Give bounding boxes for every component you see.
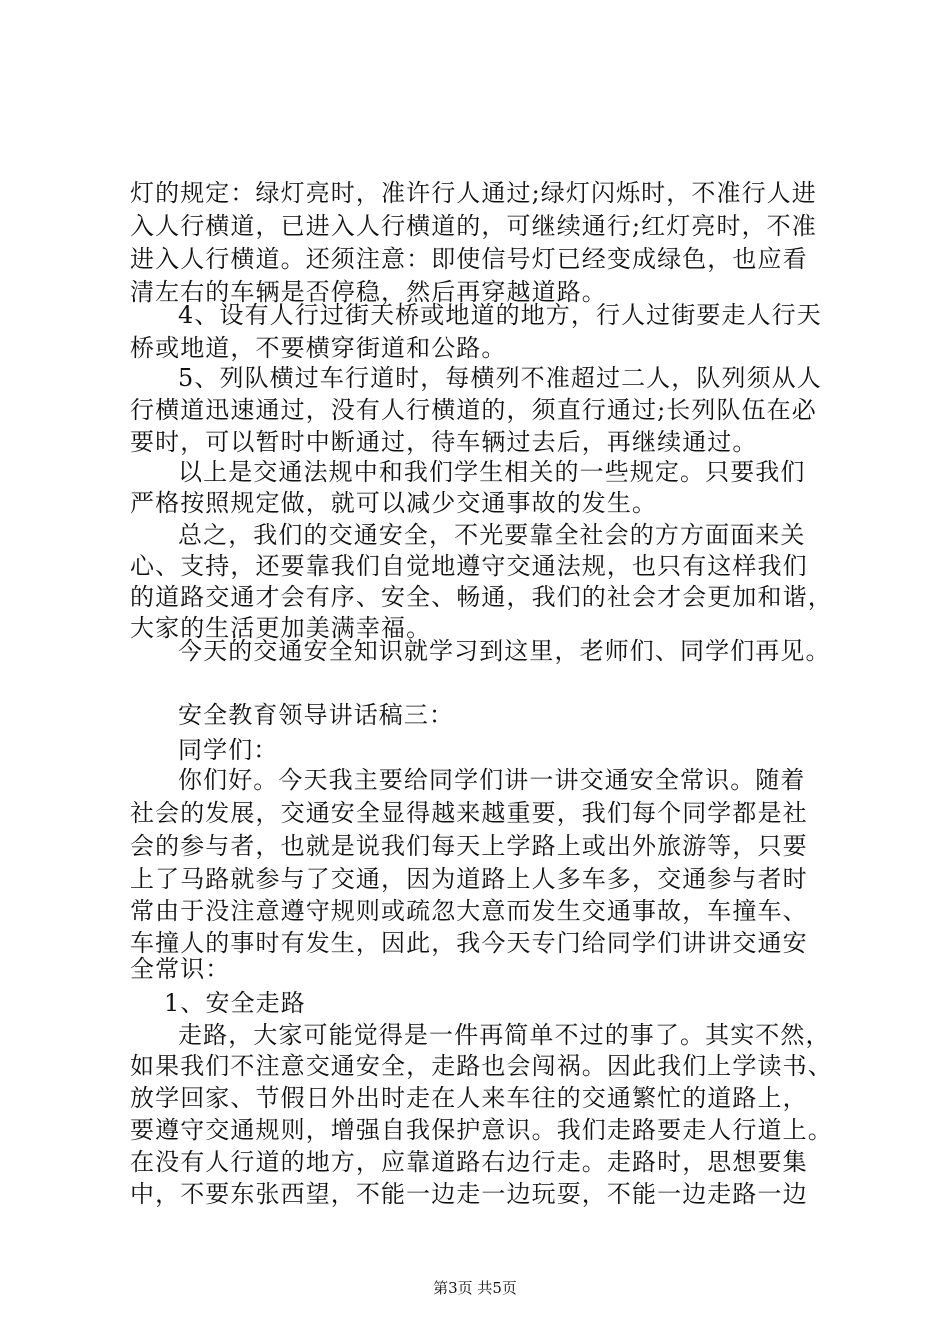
text-line: 要遵守交通规则，增强自我保护意识。我们走路要走人行道上。 bbox=[130, 1116, 833, 1144]
text-line: 4、设有人行过街天桥或地道的地方，行人过街要走人行天 bbox=[178, 301, 822, 329]
text-line: 中，不要东张西望，不能一边走一边玩耍，不能一边走路一边 bbox=[130, 1180, 808, 1208]
section-heading: 安全教育领导讲话稿三： bbox=[178, 701, 455, 729]
text-line: 严格按照规定做，就可以减少交通事故的发生。 bbox=[130, 489, 658, 517]
text-line: 要时，可以暂时中断通过，待车辆过去后，再继续通过。 bbox=[130, 428, 758, 456]
text-line: 今天的交通安全知识就学习到这里，老师们、同学们再见。 bbox=[178, 637, 831, 665]
text-line: 以上是交通法规中和我们学生相关的一些规定。只要我们 bbox=[178, 458, 806, 486]
text-line: 灯的规定：绿灯亮时，准许行人通过;绿灯闪烁时，不准行人进 bbox=[130, 179, 817, 207]
text-line: 放学回家、节假日外出时走在人来车往的交通繁忙的道路上， bbox=[130, 1084, 808, 1112]
text-line: 社会的发展，交通安全显得越来越重要，我们每个同学都是社 bbox=[130, 799, 808, 827]
text-line: 常由于没注意遵守规则或疏忽大意而发生交通事故，车撞车、 bbox=[130, 897, 808, 925]
text-line: 如果我们不注意交通安全，走路也会闯祸。因此我们上学读书、 bbox=[130, 1052, 833, 1080]
text-line: 上了马路就参与了交通，因为道路上人多车多，交通参与者时 bbox=[130, 865, 808, 893]
text-line: 清左右的车辆是否停稳，然后再穿越道路。 bbox=[130, 278, 607, 306]
text-line: 车撞人的事时有发生，因此，我今天专门给同学们讲讲交通安 bbox=[130, 929, 808, 957]
text-line: 你们好。今天我主要给同学们讲一讲交通安全常识。随着 bbox=[178, 766, 806, 794]
text-line: 在没有人行道的地方，应靠道路右边行走。走路时，思想要集 bbox=[130, 1148, 808, 1176]
text-line: 走路，大家可能觉得是一件再简单不过的事了。其实不然， bbox=[178, 1021, 831, 1049]
page-footer: 第3页 共5页 bbox=[433, 1279, 517, 1297]
text-line: 会的参与者，也就是说我们每天上学路上或出外旅游等，只要 bbox=[130, 832, 808, 860]
text-line: 大家的生活更加美满幸福。 bbox=[130, 614, 432, 642]
text-line: 总之，我们的交通安全，不光要靠全社会的方方面面来关 bbox=[178, 521, 806, 549]
text-line: 5、列队横过车行道时，每横列不准超过二人，队列须从人 bbox=[178, 364, 822, 392]
text-line: 的道路交通才会有序、安全、畅通，我们的社会才会更加和谐， bbox=[130, 583, 833, 611]
text-line: 桥或地道，不要横穿街道和公路。 bbox=[130, 334, 507, 362]
subsection-heading: 1、安全走路 bbox=[164, 989, 306, 1017]
text-line: 进入人行横道。还须注意：即使信号灯已经变成绿色，也应看 bbox=[130, 245, 808, 273]
text-line: 行横道迅速通过，没有人行横道的，须直行通过;长列队伍在必 bbox=[130, 396, 817, 424]
salutation: 同学们： bbox=[178, 736, 279, 764]
text-line: 心、支持，还要靠我们自觉地遵守交通法规，也只有这样我们 bbox=[130, 552, 808, 580]
text-line: 入人行横道，已进入人行横道的，可继续通行;红灯亮时，不准 bbox=[130, 212, 817, 240]
text-line: 全常识： bbox=[130, 955, 231, 983]
